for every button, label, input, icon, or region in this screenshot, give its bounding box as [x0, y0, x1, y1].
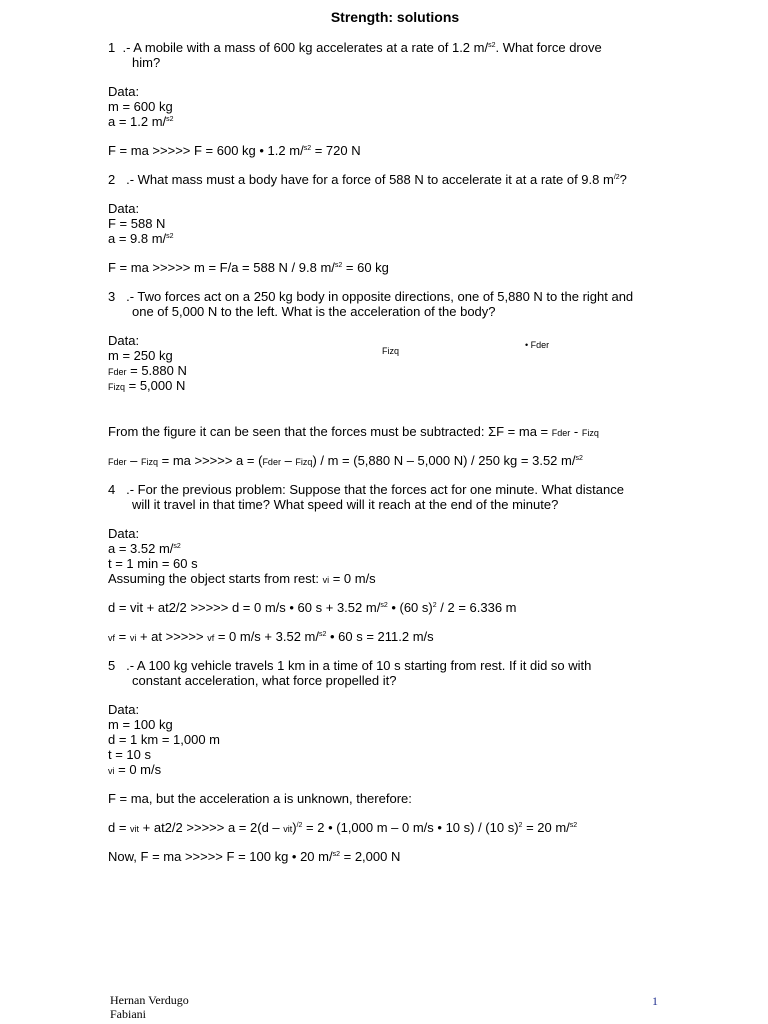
problem-2-solution	[108, 260, 389, 275]
subscript-label: vf	[207, 633, 215, 643]
subscript-label: vf	[108, 633, 116, 643]
subscript-label: vit	[130, 824, 140, 834]
figure-label-fder: • Fder	[525, 340, 550, 350]
question-text: ?	[619, 172, 627, 187]
problem-4-distance-solution	[108, 600, 517, 615]
question-text: .- A 100 kg vehicle travels 1 km in a time of 10 s starting from rest. If it did so with	[126, 658, 592, 673]
subscript-label: vit	[283, 824, 293, 834]
text: = 0 m/s	[114, 762, 162, 777]
question-text: . What force drove	[495, 40, 602, 55]
superscript: s2	[173, 543, 181, 550]
data-label: Data:	[108, 333, 140, 348]
text: F = ma >>>>> F = 600 kg • 1.2 m/	[108, 143, 304, 158]
text: )	[292, 820, 297, 835]
given-time: t = 1 min = 60 s	[108, 556, 198, 571]
question-text: .- What mass must a body have for a force of 588 N to accelerate it at a rate of 9.8 m	[126, 172, 614, 187]
problem-number: 2	[108, 172, 116, 187]
given-force-left	[108, 378, 185, 395]
subscript-label: Fder	[108, 457, 127, 467]
data-label: Data:	[108, 702, 140, 717]
text: –	[126, 453, 141, 468]
given-force: F = 588 N	[108, 216, 166, 231]
data-label: Data:	[108, 201, 140, 216]
problem-4-question	[108, 482, 682, 497]
superscript: s2	[380, 602, 388, 609]
superscript: /2	[296, 822, 303, 829]
given-initial-velocity	[108, 762, 161, 779]
text: a = 1.2 m/	[108, 114, 167, 129]
given-acceleration	[108, 231, 174, 246]
subscript-label: Fizq	[295, 457, 313, 467]
given-acceleration	[108, 541, 181, 556]
text: + at2/2 >>>>> a = 2(d –	[139, 820, 284, 835]
text: –	[280, 453, 296, 468]
superscript: s2	[166, 116, 174, 123]
problem-3-question-cont: one of 5,000 N to the left. What is the acceleration of the body?	[132, 304, 496, 319]
subscript-label: Fizq	[581, 428, 599, 438]
question-text: .- For the previous problem: Suppose that the forces act for one minute. What distance	[126, 482, 624, 497]
assumption	[108, 571, 376, 588]
superscript: s2	[318, 631, 327, 638]
superscript: s2	[166, 233, 174, 240]
page-title: Strength: solutions	[330, 9, 460, 25]
superscript: 2	[518, 822, 523, 829]
author-name: Hernan Verdugo	[110, 993, 189, 1007]
text: a = 9.8 m/	[108, 231, 167, 246]
text: = 0 m/s + 3.52 m/	[214, 629, 319, 644]
problem-5-note: F = ma, but the acceleration a is unknown, therefore:	[108, 791, 412, 806]
superscript: s2	[488, 42, 496, 49]
subscript-label: Fizq	[140, 457, 158, 467]
text: d =	[108, 820, 131, 835]
data-label: Data:	[108, 526, 140, 541]
text: • 60 s = 211.2 m/s	[326, 629, 434, 644]
subscript-label: Fder	[108, 367, 127, 377]
question-text: .- Two forces act on a 250 kg body in opposite directions, one of 5,880 N to the right and	[126, 289, 634, 304]
given-time: t = 10 s	[108, 747, 151, 762]
problem-1-question-cont: him?	[132, 55, 161, 70]
problem-3-explanation	[108, 424, 599, 441]
text: / 2 = 6.336 m	[436, 600, 517, 615]
given-distance: d = 1 km = 1,000 m	[108, 732, 221, 747]
problem-number: 4	[108, 482, 116, 497]
text: -	[570, 424, 582, 439]
text: a = 3.52 m/	[108, 541, 174, 556]
text: = 0 m/s	[329, 571, 376, 586]
problem-number: 5	[108, 658, 116, 673]
text: = 2 • (1,000 m – 0 m/s • 10 s) / (10 s)	[302, 820, 519, 835]
problem-4-velocity-solution	[108, 629, 434, 646]
superscript: 2	[432, 602, 437, 609]
text: ) / m = (5,880 N – 5,000 N) / 250 kg = 3.52 m/	[312, 453, 576, 468]
author-name: Fabiani	[110, 1007, 146, 1021]
subscript-label: Fder	[551, 428, 571, 438]
text: = 60 kg	[342, 260, 389, 275]
text: d = vit + at2/2 >>>>> d = 0 m/s • 60 s + 3.52 m/	[108, 600, 381, 615]
text: Assuming the object starts from rest:	[108, 571, 323, 586]
text: = 5,000 N	[125, 378, 186, 393]
text: + at >>>>>	[136, 629, 208, 644]
problem-3-solution	[108, 453, 583, 470]
problem-1-solution	[108, 143, 361, 158]
question-text: .- A mobile with a mass of 600 kg accelerates at a rate of 1.2 m/	[122, 40, 489, 55]
page-number: 1	[652, 994, 658, 1008]
problem-4-question-cont: will it travel in that time? What speed will it reach at the end of the minute?	[132, 497, 559, 512]
problem-1-question	[108, 40, 682, 55]
footer-author	[110, 993, 189, 1021]
text: = ma >>>>> a = (	[158, 453, 263, 468]
text: From the figure it can be seen that the forces must be subtracted: ΣF = ma =	[108, 424, 552, 439]
text: • (60 s)	[387, 600, 433, 615]
text: =	[115, 629, 130, 644]
problem-number: 3	[108, 289, 116, 304]
problem-5-acceleration-solution	[108, 820, 577, 837]
subscript-label: Fder	[262, 457, 281, 467]
given-acceleration	[108, 114, 174, 129]
text: = 5.880 N	[126, 363, 187, 378]
text: Now, F = ma >>>>> F = 100 kg • 20 m/	[108, 849, 333, 864]
problem-5-question-cont: constant acceleration, what force propelled it?	[132, 673, 397, 688]
superscript: s2	[569, 822, 578, 829]
superscript: s2	[575, 455, 583, 462]
data-label: Data:	[108, 84, 140, 99]
superscript: s2	[332, 851, 340, 858]
superscript: s2	[303, 145, 312, 152]
text: = 720 N	[311, 143, 361, 158]
given-mass: m = 250 kg	[108, 348, 173, 363]
problem-3-question	[108, 289, 682, 304]
text: = 20 m/	[522, 820, 570, 835]
subscript-label: Fizq	[108, 382, 126, 392]
text: F = ma >>>>> m = F/a = 588 N / 9.8 m/	[108, 260, 335, 275]
given-mass: m = 600 kg	[108, 99, 173, 114]
problem-number: 1	[108, 40, 116, 55]
superscript: /2	[613, 174, 620, 181]
problem-5-question	[108, 658, 682, 673]
subscript-label: vi	[108, 766, 115, 776]
superscript: s2	[334, 262, 343, 269]
given-mass: m = 100 kg	[108, 717, 173, 732]
figure-label-fizq: Fizq	[382, 346, 400, 356]
subscript-label: vi	[129, 633, 137, 643]
problem-2-question	[108, 172, 627, 187]
subscript-label: vi	[322, 575, 330, 585]
problem-5-solution	[108, 849, 400, 864]
text: = 2,000 N	[340, 849, 401, 864]
